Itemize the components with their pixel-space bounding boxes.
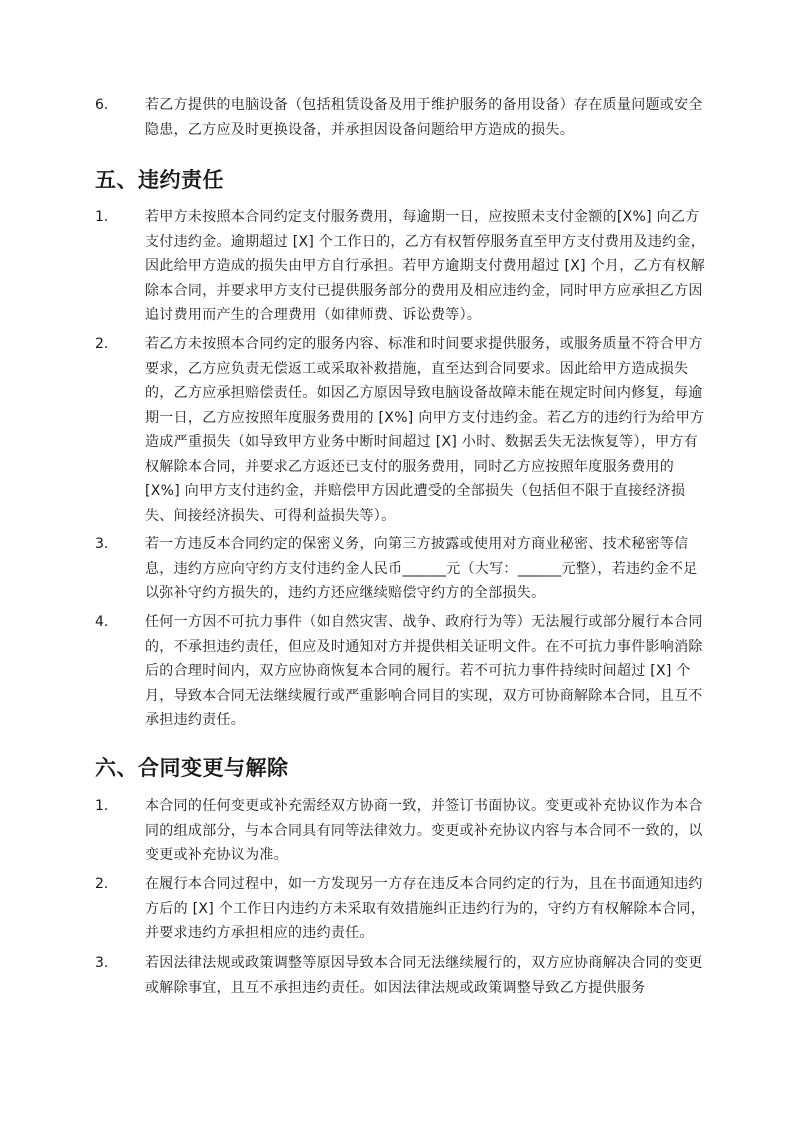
section-heading: 五、违约责任 [95,168,224,192]
clause-item [95,872,707,946]
clause-number: 4. [95,614,109,630]
clause-item [95,951,707,1000]
clause-text: 任何一方因不可抗力事件（如自然灾害、战争、政府行为等）无法履行或部分履行本合同的，不承担违约责任，但应及时通知对方并提供相关证明文件。在不可抗力事件影响消除后的合理时间内，双方应协商恢复本合同的履行。若不可抗力事件持续时间超过 [X] 个月，导致本合同无法继续履行或严重影响合同目的实现，双方可协商解除本合同，且互不承担违约责任。 [145,614,703,728]
clause-number: 1. [95,798,109,814]
clause-text: 若因法律法规或政策调整等原因导致本合同无法继续履行的，双方应协商解决合同的变更或解除事宜，且互不承担违约责任。如因法律法规或政策调整导致乙方提供服务 [145,955,703,996]
clause-number: 6. [95,97,109,113]
clause-number: 3. [95,536,109,552]
clause-number: 2. [95,336,109,352]
clause-text: 若一方违反本合同约定的保密义务，向第三方披露或使用对方商业秘密、技术秘密等信息，违约方应向守约方支付违约金人民币______元（大写：______元整），若违约金不足以弥补守约方损失的，违约方还应继续赔偿守约方的全部损失。 [145,536,698,601]
clause-item [95,610,707,733]
clause-number: 3. [95,955,109,971]
clause-text: 若乙方未按照本合同约定的服务内容、标准和时间要求提供服务，或服务质量不符合甲方要求，乙方应负责无偿返工或采取补救措施，直至达到合同要求。因此给甲方造成损失的，乙方应承担赔偿责任。如因乙方原因导致电脑设备故障未能在规定时间内修复，每逾期一日，乙方应按照年度服务费用的 [X%] 向甲方支付违约金。若乙方的违约行为给甲方造成严重损失（如导致甲方业务中断时间超过 [X] 小时、数据丢失无法恢复等），甲方有权解除本合同，并要求乙方返还已支付的服务费用，同时乙方应按照年度服务费用的 [X%] 向甲方支付违约金，并赔偿甲方因此遭受的全部损失（包括但不限于直接经济损失、间接经济损失、可得利益损失等）。 [145,336,705,524]
section-heading: 六、合同变更与解除 [95,756,289,780]
clause-text: 在履行本合同过程中，如一方发现另一方存在违反本合同约定的行为，且在书面通知违约方后的 [X] 个工作日内违约方未采取有效措施纠正违约行为的，守约方有权解除本合同，并要求违约方承担相应的违约责任。 [145,876,706,941]
clause-item [95,332,707,528]
clause-text: 本合同的任何变更或补充需经双方协商一致，并签订书面协议。变更或补充协议作为本合同的组成部分，与本合同具有同等法律效力。变更或补充协议内容与本合同不一致的，以变更或补充协议为准。 [145,798,703,863]
clause-number: 1. [95,209,109,225]
clause-item [95,794,707,868]
clause-text: 若乙方提供的电脑设备（包括租赁设备及用于维护服务的备用设备）存在质量问题或安全隐患，乙方应及时更换设备，并承担因设备问题给甲方造成的损失。 [145,97,703,138]
clause-item [95,93,707,142]
clause-item [95,532,707,606]
clause-item [95,205,707,328]
clause-number: 2. [95,876,109,892]
clause-text: 若甲方未按照本合同约定支付服务费用，每逾期一日，应按照未支付金额的[X%] 向乙方支付违约金。逾期超过 [X] 个工作日的，乙方有权暂停服务直至甲方支付费用及违约金，因此给甲方造成的损失由甲方自行承担。若甲方逾期支付费用超过 [X] 个月，乙方有权解除本合同，并要求甲方支付已提供服务部分的费用及相应违约金，同时甲方应承担乙方因追讨费用而产生的合理费用（如律师费、诉讼费等）。 [145,209,706,323]
